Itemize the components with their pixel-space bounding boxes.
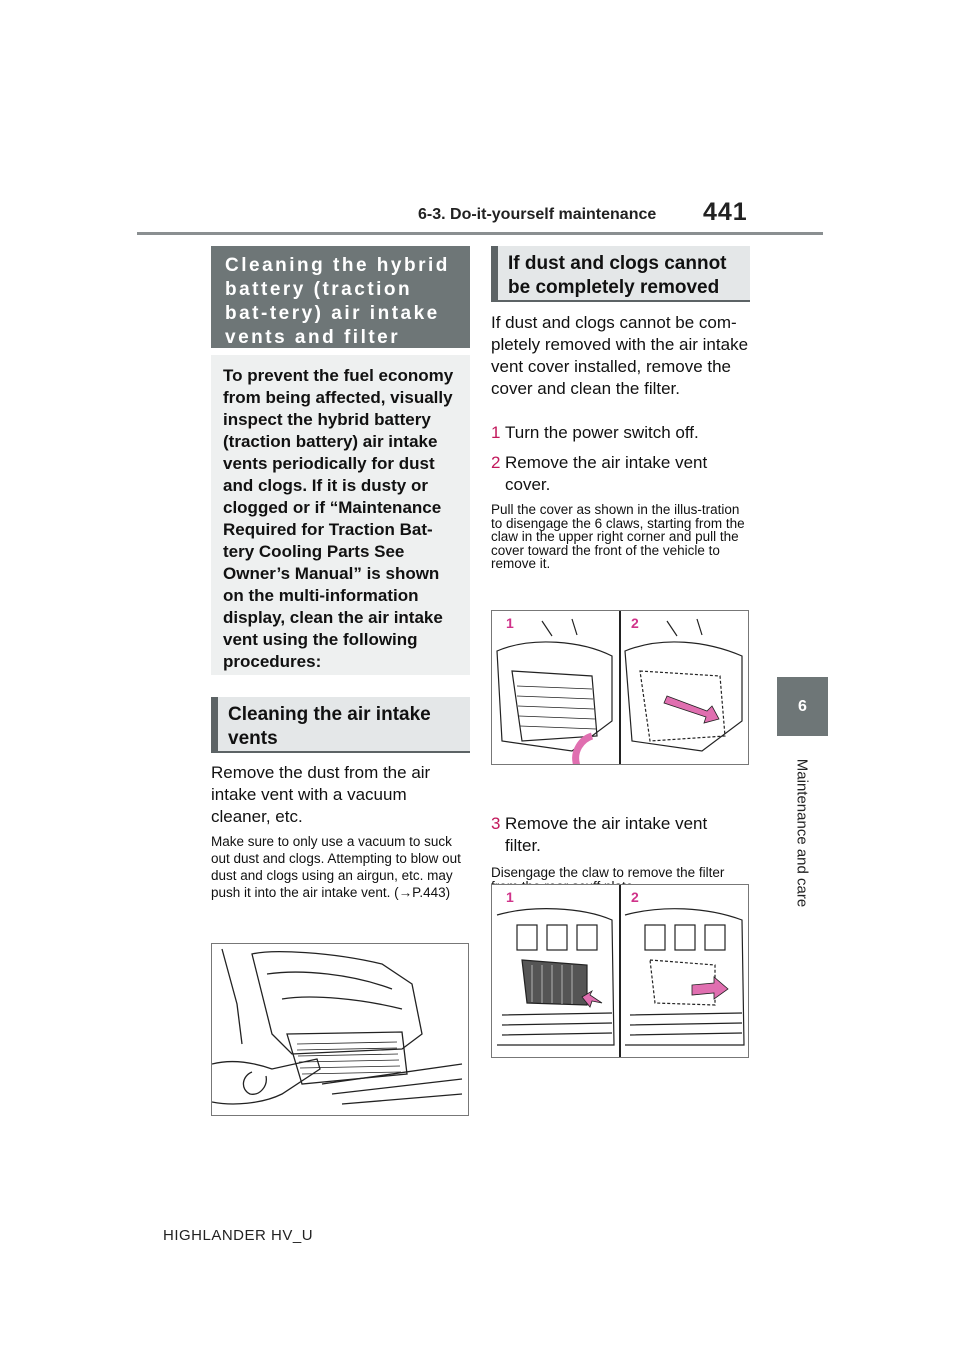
footer-model: HIGHLANDER HV_U [163, 1227, 314, 1244]
intro-box: To prevent the fuel economy from being affected, visually inspect the hybrid battery (traction battery) air intake vents periodically for dust and clogs. If it is dusty or clogged or if “Maintenance Required for Traction Bat-tery Cooling Parts See Owner’s Manual” is shown on the multi-information display, clean the air intake vent using the following procedures: [211, 355, 470, 675]
step-text: Remove the air intake vent filter. [505, 814, 708, 855]
intake-vents-heading: Cleaning the air intake vents [211, 697, 470, 753]
step-number: 2 [491, 453, 501, 472]
step-1 [491, 422, 753, 444]
panel-label: 1 [506, 889, 514, 905]
step-2 [491, 452, 753, 496]
remove-filter-note: Disengage the claw to remove the filter [491, 865, 725, 880]
vacuum-illustration [211, 943, 469, 1116]
step-number: 1 [491, 423, 501, 442]
battery-cleaning-heading: Cleaning the hybrid battery (traction bat-tery) air intake vents and filter [211, 246, 470, 348]
page-number: 441 [703, 198, 748, 226]
chapter-title: Maintenance and care [793, 758, 811, 908]
chapter-tab [777, 677, 828, 736]
vacuum-note: Make sure to only use a vacuum to suck out dust and clogs. Attempting to blow out dust and clogs using an airgun, etc. may push it into the air intake vent. (→P.443) [211, 834, 461, 900]
chapter-number: 6 [798, 697, 807, 715]
panel-label: 1 [506, 615, 514, 631]
section-title: 6-3. Do-it-yourself maintenance [418, 206, 657, 223]
chapter-label [791, 748, 813, 918]
panel-label: 2 [631, 615, 639, 631]
step-number: 3 [491, 814, 501, 833]
remove-cover-note: Pull the cover as shown in the illus-tration to disengage the 6 claws, starting from the claw in the upper right corner and pull the cover toward the front of the vehicle to remove it. [491, 502, 745, 571]
panel-label: 2 [631, 889, 639, 905]
step-text: Turn the power switch off. [505, 423, 699, 442]
step-text: Remove the air intake vent cover. [505, 453, 708, 494]
cover-removal-illustration [491, 610, 749, 765]
header-rule [137, 232, 823, 235]
vacuum-paragraph: Remove the dust from the air intake vent with a vacuum cleaner, etc. [211, 763, 431, 826]
remove-cover-paragraph: If dust and clogs cannot be com-pletely removed with the air intake vent cover installed, remove the cover and clean the filter. [491, 313, 749, 398]
filter-removal-illustration [491, 884, 749, 1058]
step-3 [491, 813, 753, 857]
dust-clogs-heading: If dust and clogs cannot be completely removed [491, 246, 750, 302]
